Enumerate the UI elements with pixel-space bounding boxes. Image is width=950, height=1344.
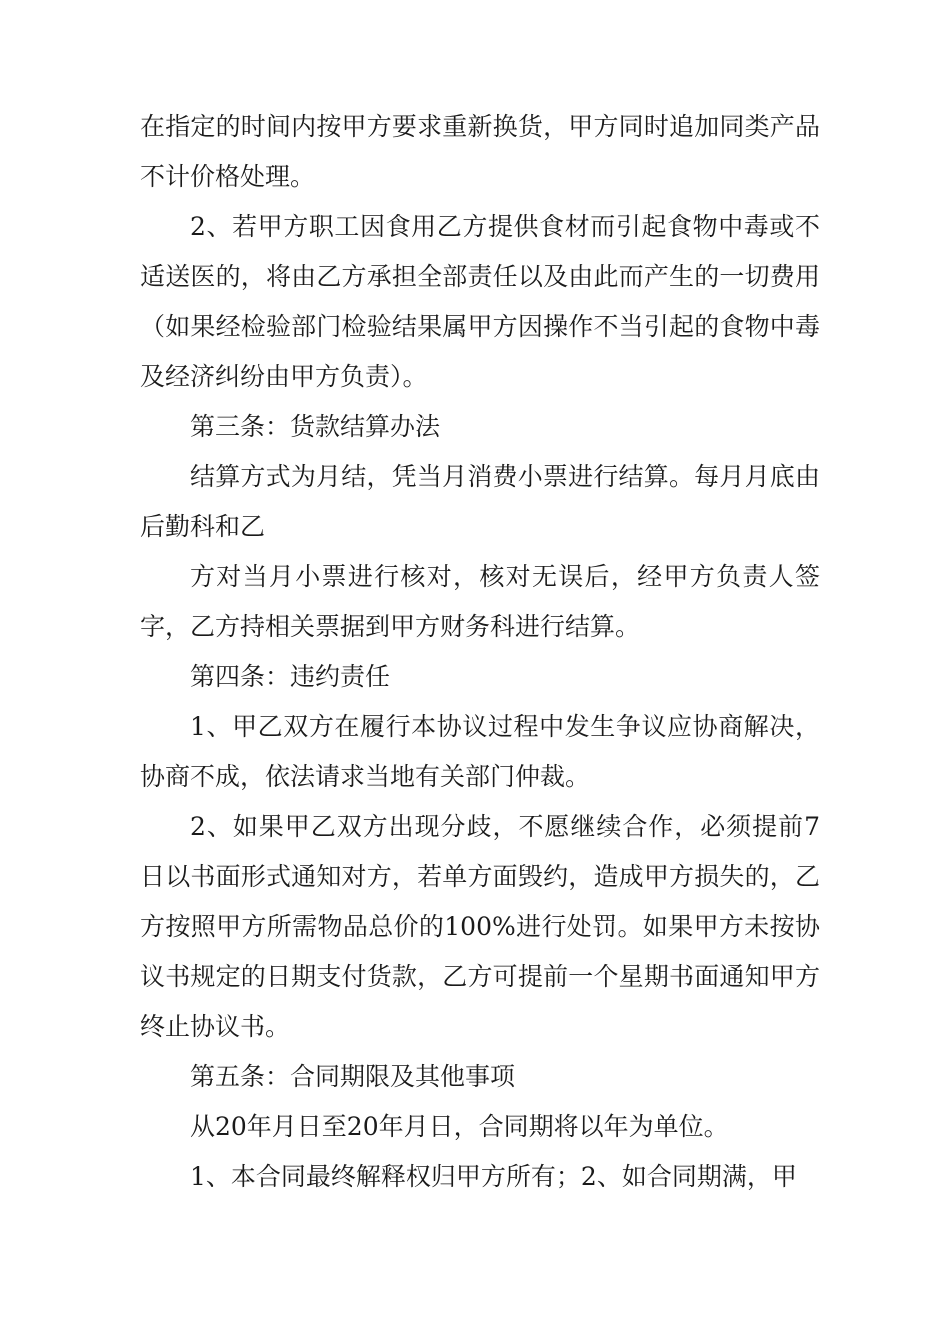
paragraph-continuation: 在指定的时间内按甲方要求重新换货，甲方同时追加同类产品不计价格处理。 [140, 112, 820, 191]
section-heading-breach: 第四条：违约责任 [190, 662, 391, 691]
section-heading-term: 第五条：合同期限及其他事项 [190, 1062, 516, 1091]
paragraph-interpretation: 1、本合同最终解释权归甲方所有；2、如合同期满，甲 [190, 1162, 797, 1191]
paragraph-contract-period: 从20年月日至20年月日，合同期将以年为单位。 [190, 1112, 729, 1141]
paragraph-dispute-resolution: 1、甲乙双方在履行本协议过程中发生争议应协商解决，协商不成，依法请求当地有关部门仲裁。 [140, 712, 820, 791]
paragraph-settlement-method: 结算方式为月结，凭当月消费小票进行结算。每月月底由后勤科和乙 [140, 462, 820, 541]
section-heading-settlement: 第三条：货款结算办法 [190, 412, 441, 441]
paragraph-food-poisoning-liability: 2、若甲方职工因食用乙方提供食材而引起食物中毒或不适送医的，将由乙方承担全部责任以及由此而产生的一切费用（如果经检验部门检验结果属甲方因操作不当引起的食物中毒及经济纠纷由甲方负责）。 [140, 212, 820, 391]
paragraph-termination: 2、如果甲乙双方出现分歧，不愿继续合作，必须提前7日以书面形式通知对方，若单方面毁约，造成甲方损失的，乙方按照甲方所需物品总价的100%进行处罚。如果甲方未按协议书规定的日期支付货款，乙方可提前一个星期书面通知甲方终止协议书。 [140, 812, 820, 1041]
document-body [140, 102, 820, 1202]
paragraph-settlement-verification: 方对当月小票进行核对，核对无误后，经甲方负责人签字，乙方持相关票据到甲方财务科进行结算。 [140, 562, 820, 641]
